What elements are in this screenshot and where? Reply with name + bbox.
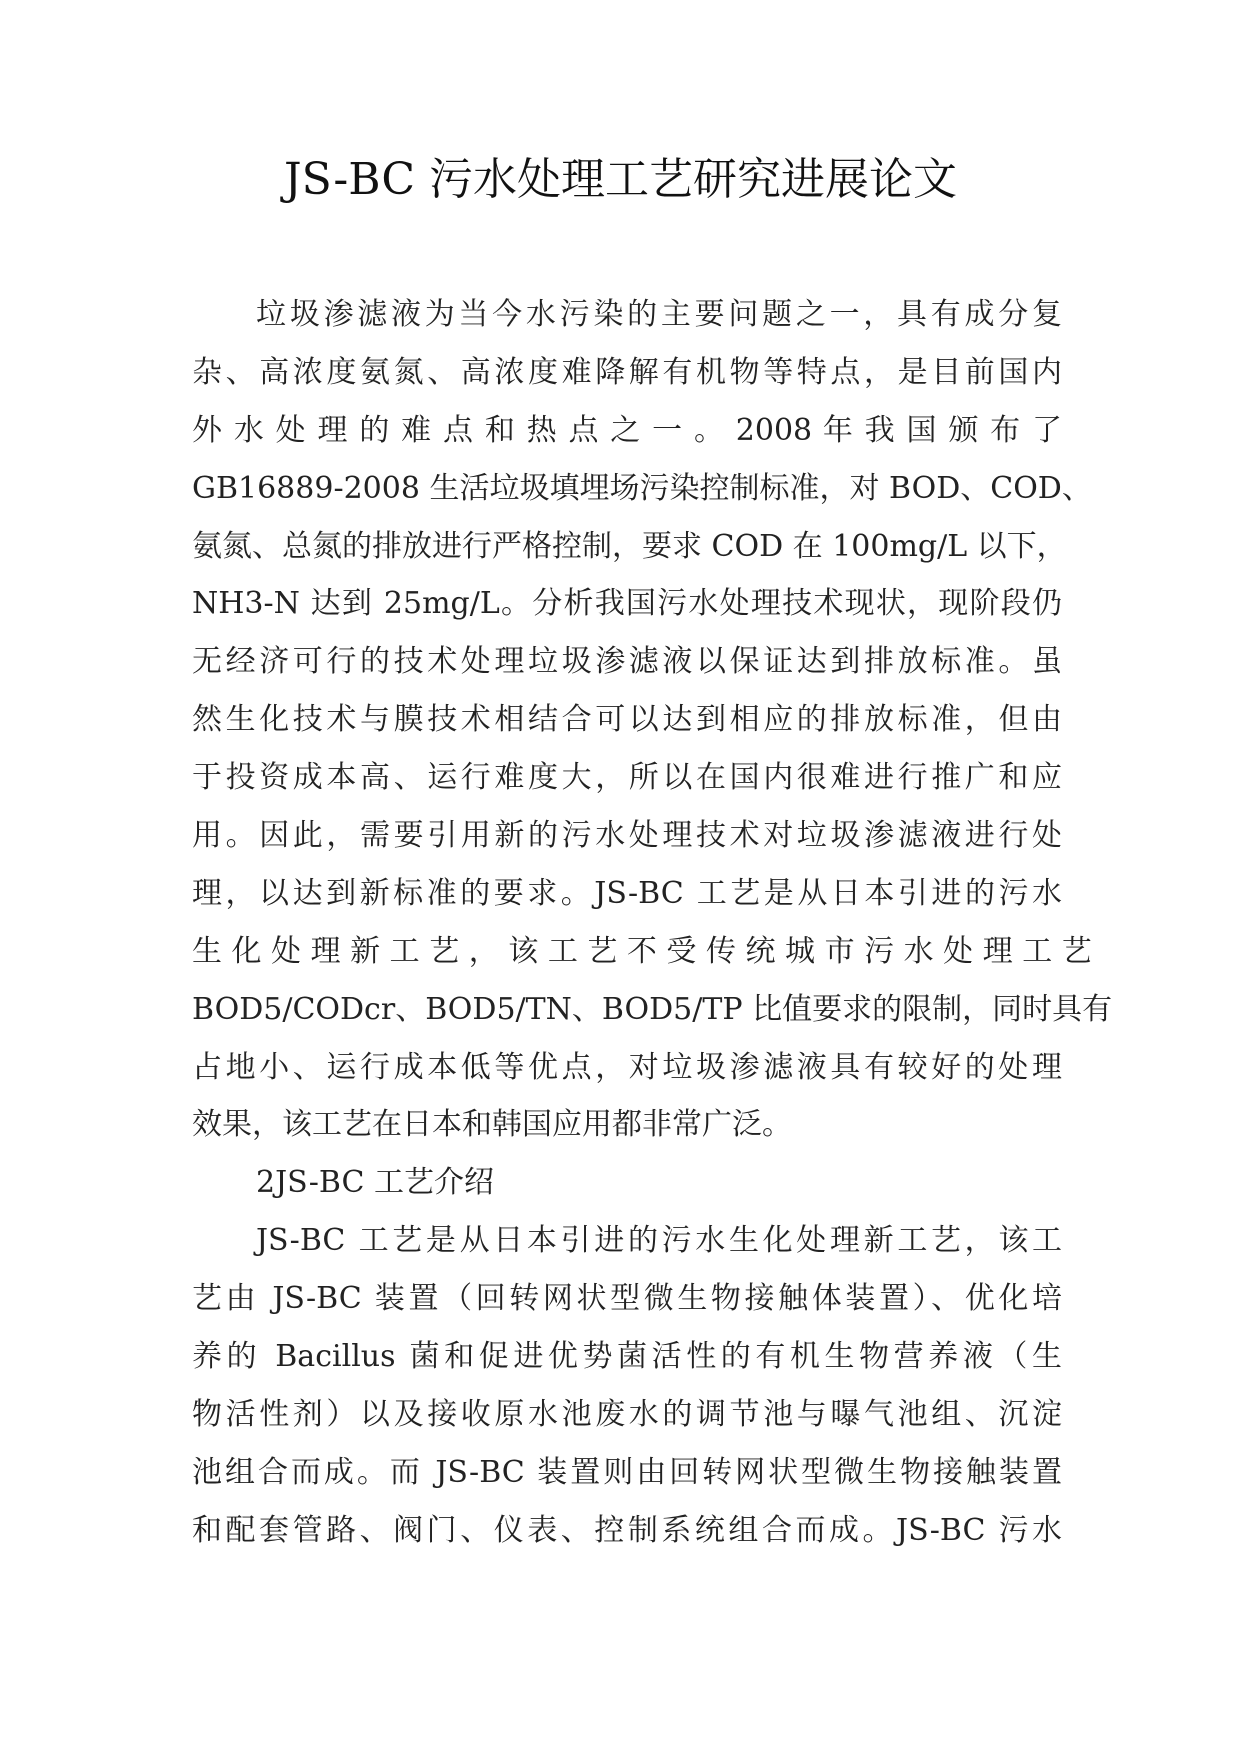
- text-line: 外 水 处 理 的 难 点 和 热 点 之 一 。 2008 年 我 国 颁 布 了: [192, 412, 1062, 448]
- text-line: 池组合而成。而 JS-BC 装置则由回转网状型微生物接触装置: [192, 1454, 1062, 1490]
- document-title: JS-BC 污水处理工艺研究进展论文: [283, 154, 958, 205]
- text-line: 生 化 处 理 新 工 艺 ， 该 工 艺 不 受 传 统 城 市 污 水 处 理 工 艺: [192, 933, 1092, 969]
- text-line: 效果，该工艺在日本和韩国应用都非常广泛。: [192, 1107, 792, 1143]
- text-line: 艺由 JS-BC 装置（回转网状型微生物接触体装置）、优化培: [192, 1281, 1062, 1317]
- text-line: NH3-N 达到 25mg/L。分析我国污水处理技术现状，现阶段仍: [192, 586, 1062, 622]
- text-line: 物活性剂）以及接收原水池废水的调节池与曝气池组、沉淀: [192, 1396, 1062, 1432]
- text-line: 于投资成本高、运行难度大，所以在国内很难进行推广和应: [192, 760, 1062, 796]
- text-line: 养的 Bacillus 菌和促进优势菌活性的有机生物营养液（生: [192, 1339, 1062, 1375]
- text-line: 和配套管路、阀门、仪表、控制系统组合而成。JS-BC 污水: [192, 1512, 1062, 1548]
- text-line: 杂、高浓度氨氮、高浓度难降解有机物等特点，是目前国内: [192, 354, 1062, 390]
- section-heading-text: 2JS-BC 工艺介绍: [256, 1165, 494, 1201]
- text-line: JS-BC 工艺是从日本引进的污水生化处理新工艺，该工: [256, 1223, 1062, 1259]
- paragraph-intro: [192, 286, 1113, 1154]
- paragraph-process: [192, 1212, 1062, 1559]
- text-line: 用。因此，需要引用新的污水处理技术对垃圾渗滤液进行处: [192, 818, 1062, 854]
- section-heading: [192, 1154, 1062, 1212]
- text-line: GB16889-2008 生活垃圾填埋场污染控制标准，对 BOD、COD、: [192, 470, 1092, 506]
- text-line: 占地小、运行成本低等优点，对垃圾渗滤液具有较好的处理: [192, 1049, 1062, 1085]
- text-line: 然生化技术与膜技术相结合可以达到相应的排放标准，但由: [192, 702, 1062, 738]
- text-line: 无经济可行的技术处理垃圾渗滤液以保证达到排放标准。虽: [192, 644, 1062, 680]
- document-body: [192, 286, 1113, 1560]
- text-line: 理，以达到新标准的要求。JS-BC 工艺是从日本引进的污水: [192, 875, 1062, 911]
- text-line: 垃圾渗滤液为当今水污染的主要问题之一，具有成分复: [256, 297, 1062, 332]
- text-line: 氨氮、总氮的排放进行严格控制，要求 COD 在 100mg/L 以下，: [192, 528, 1067, 564]
- text-line: BOD5/CODcr、BOD5/TN、BOD5/TP 比值要求的限制，同时具有: [192, 991, 1113, 1027]
